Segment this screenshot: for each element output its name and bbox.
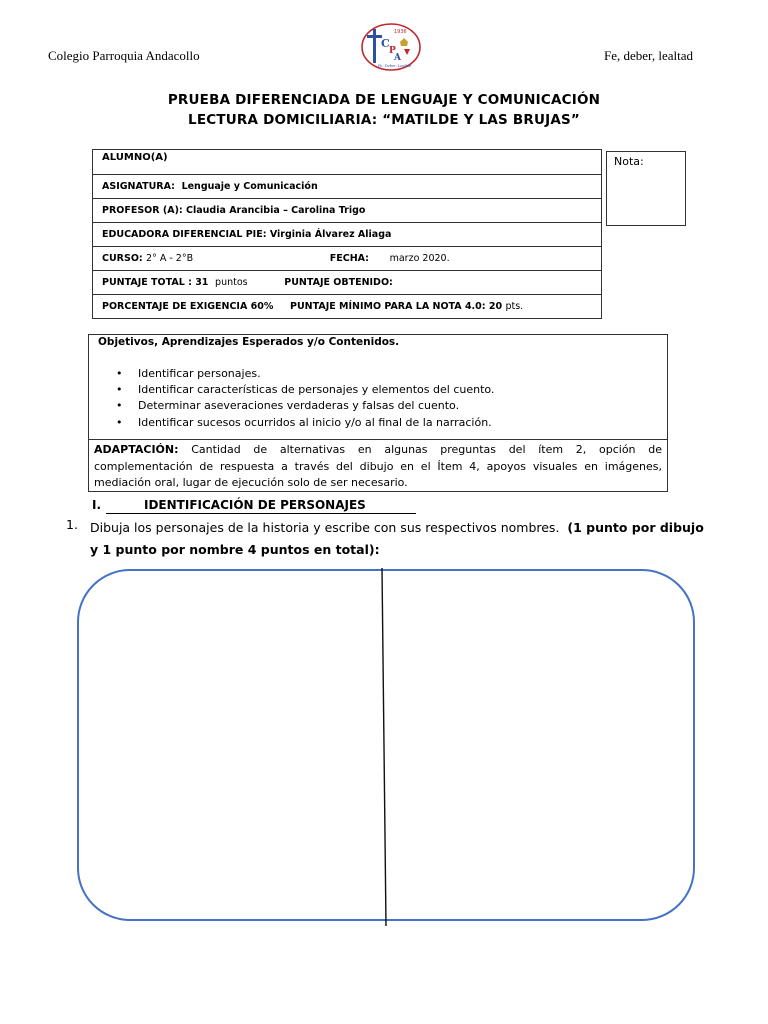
educadora-label: EDUCADORA DIFERENCIAL PIE:: [102, 229, 267, 240]
question-number: 1.: [66, 517, 78, 532]
profesor-cell: [93, 199, 602, 223]
school-motto: Fe, deber, lealtad: [604, 48, 693, 63]
porcentaje-cell: [93, 295, 602, 319]
educadora-value: Virginia Álvarez Aliaga: [269, 229, 392, 240]
objective-item: • Identificar personajes.: [116, 366, 494, 382]
objective-item: • Identificar sucesos ocurridos al inicio y/o al final de la narración.: [116, 415, 494, 431]
logo-cross-horizontal: [367, 35, 382, 38]
puntaje-total-label: PUNTAJE TOTAL :: [102, 277, 192, 288]
drawing-divider-line: [382, 568, 386, 926]
question-text: [90, 517, 714, 561]
porcentaje-label: PORCENTAJE DE EXIGENCIA 60%: [102, 301, 274, 312]
curso-value: 2° A - 2°B: [146, 253, 194, 264]
puntaje-total-unit: puntos: [215, 277, 248, 288]
fecha-label: FECHA:: [329, 253, 369, 264]
alumno-field[interactable]: [93, 150, 602, 175]
row-porcentaje: [93, 295, 602, 319]
section-title: IDENTIFICACIÓN DE PERSONAJES: [106, 498, 416, 514]
drawing-area[interactable]: [76, 568, 696, 928]
row-curso-fecha: [93, 247, 602, 271]
logo-letter-c: C: [381, 37, 390, 50]
fecha-value: marzo 2020.: [389, 253, 450, 264]
objective-item: • Determinar aseveraciones verdaderas y falsas del cuento.: [116, 398, 494, 414]
logo-cross-vertical: [373, 29, 376, 63]
puntaje-minimo-nota: 4.0:: [464, 301, 486, 312]
grade-label: Nota:: [614, 155, 644, 168]
logo-letter-p: P: [389, 46, 396, 56]
asignatura-value: Lenguaje y Comunicación: [181, 181, 318, 192]
row-puntaje: [93, 271, 602, 295]
school-name: Colegio Parroquia Andacollo: [48, 48, 200, 63]
puntaje-obtenido-label: PUNTAJE OBTENIDO:: [284, 277, 393, 288]
curso-fecha-cell: [93, 247, 602, 271]
puntaje-minimo-unit: pts.: [505, 301, 524, 312]
asignatura-label: ASIGNATURA:: [102, 181, 175, 192]
profesor-label: PROFESOR (A):: [102, 205, 183, 216]
puntaje-total-value: 31: [195, 277, 209, 288]
row-asignatura: [93, 175, 602, 199]
row-profesor: [93, 199, 602, 223]
adaptation-text: [94, 442, 662, 492]
section-number: I.: [92, 498, 102, 512]
objectives-divider: [88, 439, 668, 440]
profesor-value: Claudia Arancibia – Carolina Trigo: [186, 205, 366, 216]
logo-letter-a: A: [394, 53, 401, 63]
objectives-title: Objetivos, Aprendizajes Esperados y/o Contenidos.: [98, 336, 400, 348]
test-subtitle: LECTURA DOMICILIARIA: “MATILDE Y LAS BRUJAS”: [188, 112, 580, 128]
row-educadora: [93, 223, 602, 247]
logo-script: Fe, Deber, Lealtad: [378, 64, 412, 68]
row-alumno: [93, 150, 602, 175]
school-logo-icon: [360, 22, 422, 72]
curso-label: CURSO:: [102, 253, 143, 264]
educadora-cell: [93, 223, 602, 247]
logo-year: 1936: [394, 29, 407, 35]
question-points: (1 punto por dibujo y 1 punto por nombre 4 puntos en total):: [90, 520, 704, 557]
puntaje-minimo-label: PUNTAJE MÍNIMO PARA LA NOTA: [290, 301, 462, 312]
adaptation-body: Cantidad de alternativas en algunas preguntas del ítem 2, opción de complementación de respuesta a través del dibujo en el Ítem 4, apoyos visuales en imágenes, mediación oral, lugar de ejecución solo de ser necesario.: [94, 443, 662, 489]
question-body: Dibuja los personajes de la historia y escribe con sus respectivos nombres.: [90, 520, 560, 535]
adaptation-label: ADAPTACIÓN:: [94, 443, 179, 456]
asignatura-cell: [93, 175, 602, 199]
alumno-label: ALUMNO(A): [102, 152, 168, 163]
puntaje-minimo-value: 20: [488, 301, 503, 312]
test-title: PRUEBA DIFERENCIADA DE LENGUAJE Y COMUNICACIÓN: [167, 92, 601, 108]
objectives-list: [116, 366, 494, 431]
student-info-table: [92, 149, 602, 319]
puntaje-cell: [93, 271, 602, 295]
objective-item: • Identificar características de personajes y elementos del cuento.: [116, 382, 494, 398]
